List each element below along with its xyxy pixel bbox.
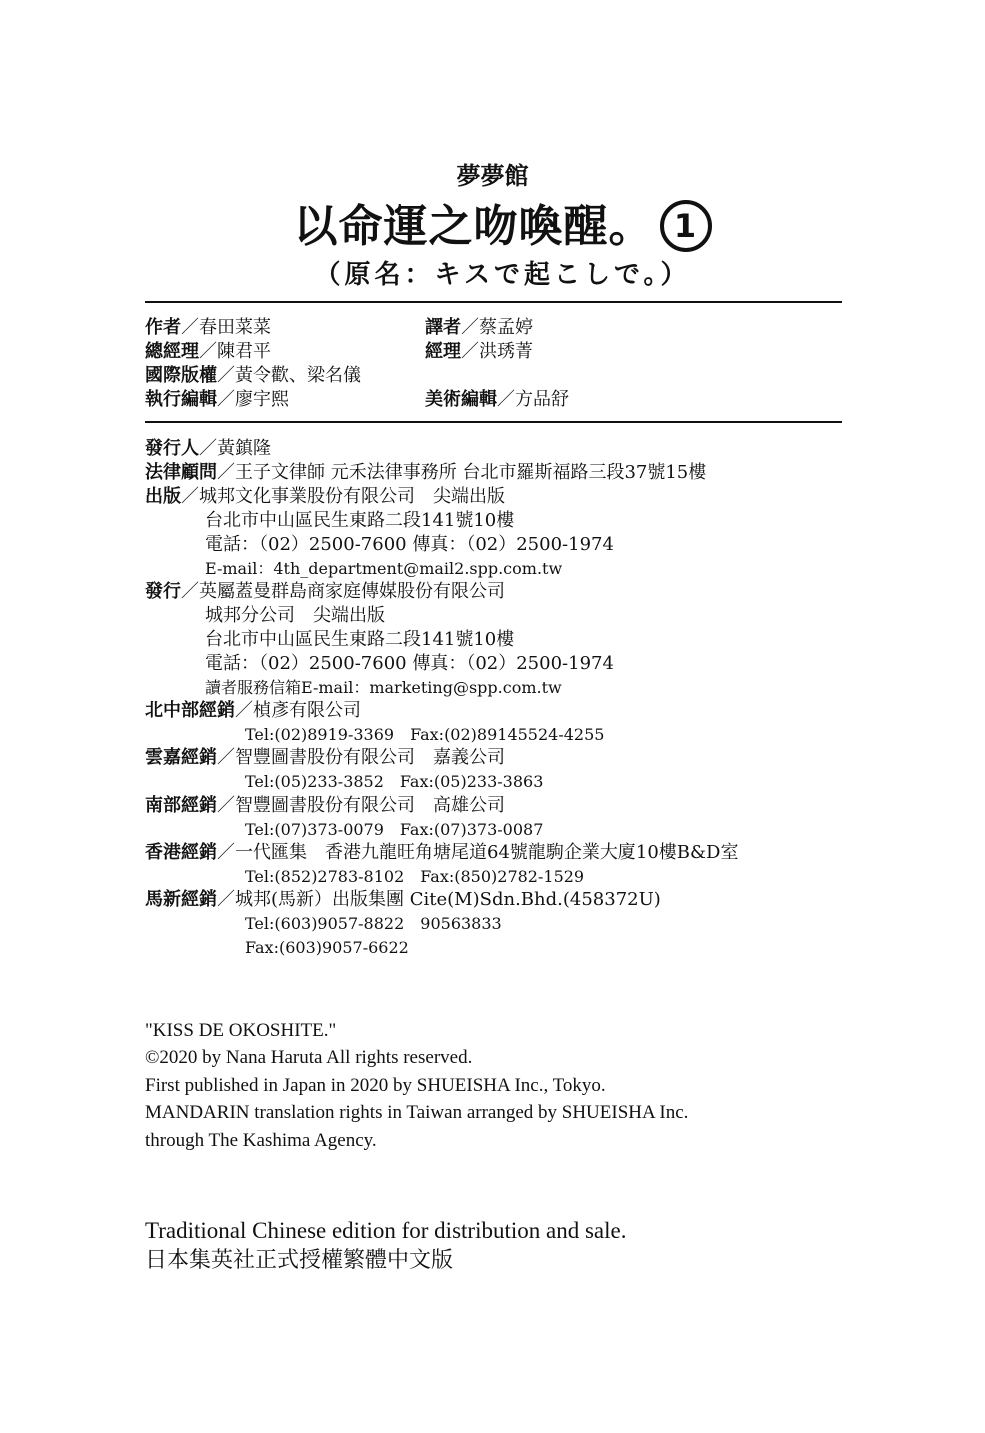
rights-translation: MANDARIN translation rights in Taiwan arranged by SHUEISHA Inc.	[145, 1102, 689, 1123]
rights-first-published: First published in Japan in 2020 by SHUEISHA Inc., Tokyo.	[145, 1075, 606, 1096]
credit-manager: 經理／洪琇菁	[425, 341, 533, 362]
malaysia-distributor: 馬新經銷／城邦(馬新）出版集團 Cite(M)Sdn.Bhd.(458372U)	[145, 889, 661, 910]
distribution-line: 發行／英屬蓋曼群島商家庭傳媒股份有限公司	[145, 581, 505, 602]
rights-copyright: ©2020 by Nana Haruta All rights reserved.	[145, 1047, 473, 1068]
series-name: 夢夢館	[456, 162, 529, 190]
imprint-address: 台北市中山區民生東路二段141號10樓	[205, 510, 515, 531]
south-contact: Tel:(07)373-0079 Fax:(07)373-0087	[245, 820, 544, 839]
title-text: 以命運之吻喚醒。	[293, 201, 654, 252]
credit-author: 作者／春田菜菜	[145, 317, 271, 338]
credit-executive-editor: 執行編輯／廖宇熙	[145, 389, 289, 410]
legal-advisor-line: 法律顧問／王子文律師 元禾法律事務所 台北市羅斯福路三段37號15樓	[145, 462, 707, 483]
imprint-email: E-mail：4th_department@mail2.spp.com.tw	[205, 559, 563, 578]
credit-art-editor: 美術編輯／方品舒	[425, 389, 569, 410]
credit-international-rights: 國際版權／黃令歡、梁名儀	[145, 365, 361, 386]
imprint-phone: 電話：（02）2500-7600 傳真：（02）2500-1974	[205, 534, 614, 555]
original-title: （原名：キスで起こしで。）	[314, 260, 691, 290]
top-rule	[145, 301, 842, 303]
malaysia-contact: Tel:(603)9057-8822 90563833	[245, 914, 502, 933]
hongkong-distributor: 香港經銷／一代匯集 香港九龍旺角塘尾道64號龍駒企業大廈10樓B&D室	[145, 842, 739, 863]
distribution-branch: 城邦分公司 尖端出版	[205, 605, 385, 626]
book-title	[0, 190, 985, 254]
malaysia-fax: Fax:(603)9057-6622	[245, 938, 409, 957]
north-central-contact: Tel:(02)8919-3369 Fax:(02)89145524-4255	[245, 725, 605, 744]
rights-original-title: "KISS DE OKOSHITE."	[145, 1020, 337, 1041]
edition-chinese: 日本集英社正式授權繁體中文版	[145, 1248, 454, 1273]
north-central-distributor: 北中部經銷／楨彥有限公司	[145, 700, 361, 721]
distribution-phone: 電話：（02）2500-7600 傳真：（02）2500-1974	[205, 653, 614, 674]
rights-agency: through The Kashima Agency.	[145, 1130, 377, 1151]
publisher-line: 發行人／黃鎮隆	[145, 438, 271, 459]
volume-number: 1	[660, 200, 712, 252]
credit-translator: 譯者／蔡孟婷	[425, 317, 533, 338]
middle-rule	[145, 421, 842, 423]
credit-general-manager: 總經理／陳君平	[145, 341, 271, 362]
distribution-email: 讀者服務信箱E-mail：marketing@spp.com.tw	[205, 678, 562, 697]
south-distributor: 南部經銷／智豐圖書股份有限公司 高雄公司	[145, 795, 505, 816]
yunjia-contact: Tel:(05)233-3852 Fax:(05)233-3863	[245, 772, 544, 791]
distribution-address: 台北市中山區民生東路二段141號10樓	[205, 629, 515, 650]
yunjia-distributor: 雲嘉經銷／智豐圖書股份有限公司 嘉義公司	[145, 747, 505, 768]
imprint-line: 出版／城邦文化事業股份有限公司 尖端出版	[145, 486, 505, 507]
hongkong-contact: Tel:(852)2783-8102 Fax:(850)2782-1529	[245, 867, 585, 886]
edition-english: Traditional Chinese edition for distribution and sale.	[145, 1218, 627, 1243]
